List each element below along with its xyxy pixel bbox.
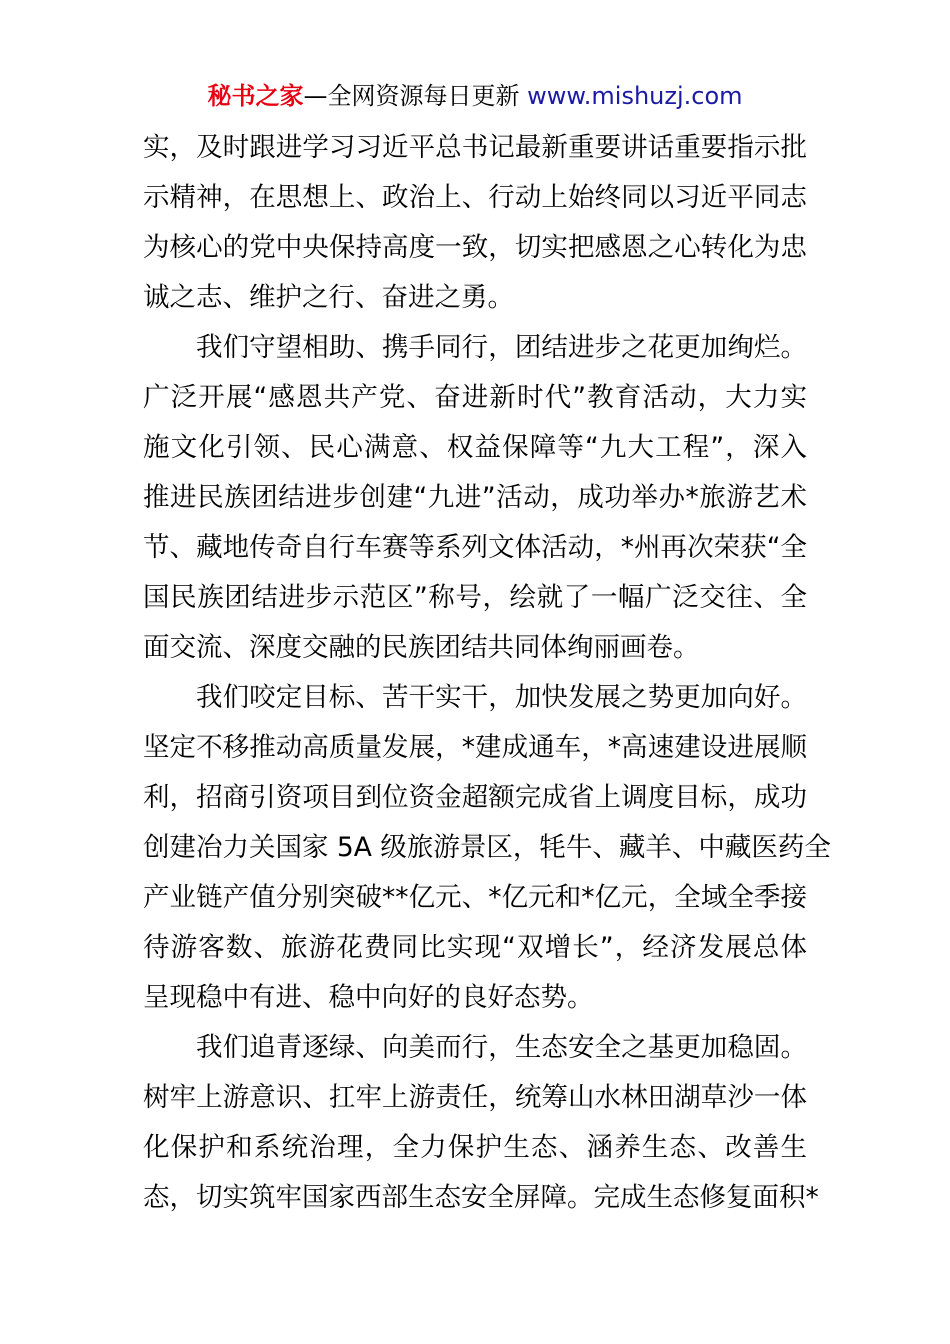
- site-tagline: —全网资源每日更新: [303, 82, 528, 110]
- text-line: 诚之志、维护之行、奋进之勇。: [143, 282, 514, 313]
- text-line: 推进民族团结进步创建“九进”活动，成功举办*旅游艺术: [143, 482, 807, 513]
- text-line: 示精神，在思想上、政治上、行动上始终同以习近平同志: [143, 182, 807, 213]
- text-line: 我们咬定目标、苦干实干，加快发展之势更加向好。: [196, 682, 807, 713]
- text-line: 国民族团结进步示范区”称号，绘就了一幅广泛交往、全: [143, 582, 807, 613]
- text-line: 创建冶力关国家 5A 级旅游景区，牦牛、藏羊、中藏医药全: [143, 832, 831, 863]
- site-brand: 秘书之家: [207, 82, 304, 110]
- text-line: 实，及时跟进学习习近平总书记最新重要讲话重要指示批: [143, 132, 807, 163]
- text-line: 为核心的党中央保持高度一致，切实把感恩之心转化为忠: [143, 232, 807, 263]
- text-line: 面交流、深度交融的民族团结共同体绚丽画卷。: [143, 632, 700, 663]
- text-line: 利，招商引资项目到位资金超额完成省上调度目标，成功: [143, 782, 807, 813]
- text-line: 施文化引领、民心满意、权益保障等“九大工程”，深入: [143, 432, 807, 463]
- text-line: 态，切实筑牢国家西部生态安全屏障。完成生态修复面积*: [143, 1182, 819, 1213]
- page-header: [0, 80, 950, 112]
- site-url-link[interactable]: www.mishuzj.com: [527, 82, 743, 110]
- text-line: 呈现稳中有进、稳中向好的良好态势。: [143, 982, 594, 1013]
- document-body: [143, 123, 831, 1223]
- text-line: 树牢上游意识、扛牢上游责任，统筹山水林田湖草沙一体: [143, 1082, 807, 1113]
- text-line: 化保护和系统治理，全力保护生态、涵养生态、改善生: [143, 1132, 807, 1163]
- text-line: 节、藏地传奇自行车赛等系列文体活动，*州再次荣获“全: [143, 532, 807, 563]
- text-line: 我们追青逐绿、向美而行，生态安全之基更加稳固。: [196, 1032, 807, 1063]
- text-line: 产业链产值分别突破**亿元、*亿元和*亿元，全域全季接: [143, 882, 807, 913]
- text-line: 我们守望相助、携手同行，团结进步之花更加绚烂。: [196, 332, 807, 363]
- text-line: 待游客数、旅游花费同比实现“双增长”，经济发展总体: [143, 932, 807, 963]
- text-line: 坚定不移推动高质量发展，*建成通车，*高速建设进展顺: [143, 732, 807, 763]
- text-line: 广泛开展“感恩共产党、奋进新时代”教育活动，大力实: [143, 382, 807, 413]
